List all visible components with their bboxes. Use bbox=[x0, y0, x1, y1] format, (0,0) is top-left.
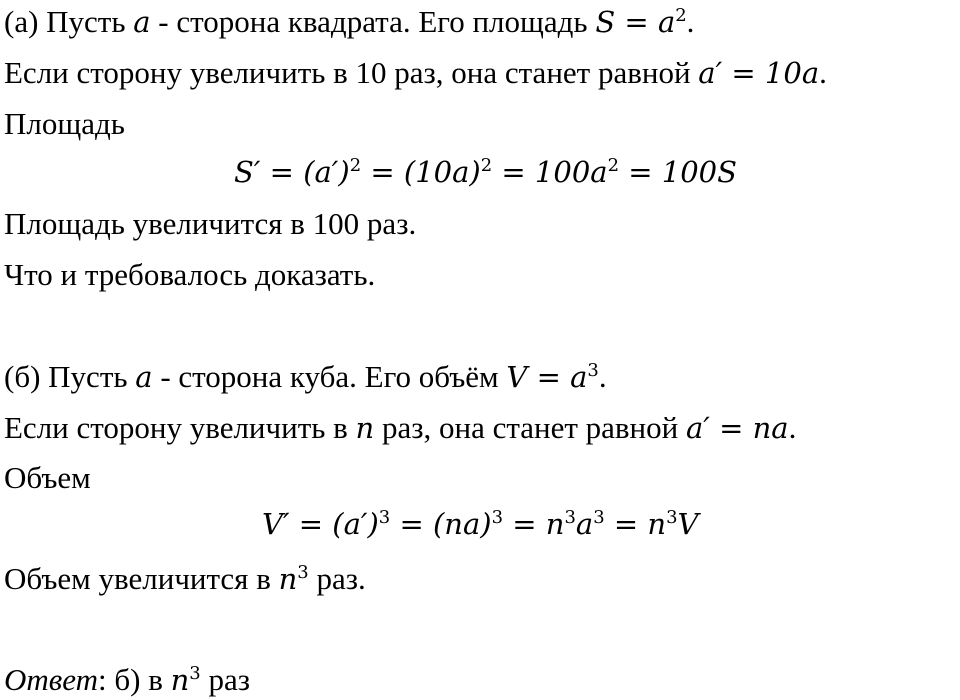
volume-derivation-formula: $V' = (a')^3 = (na)^3 = n^3a^3 = n^3V$ bbox=[262, 506, 699, 541]
condition-text: Если сторону увеличить в 10 раз, она станет равной bbox=[4, 55, 691, 90]
part-b-condition-line bbox=[4, 412, 796, 443]
answer-colon: : bbox=[97, 662, 107, 697]
answer-line bbox=[4, 664, 250, 695]
part-b-label: (б) bbox=[4, 359, 41, 394]
answer-word: Ответ bbox=[4, 662, 98, 697]
area-result-text: Площадь увеличится в 100 раз. bbox=[4, 206, 417, 241]
factor-n: n bbox=[355, 411, 375, 445]
part-a-condition-line bbox=[4, 57, 827, 88]
proved-text: Что и требовалось доказать. bbox=[4, 257, 376, 292]
volume-result-line bbox=[4, 563, 366, 594]
part-a-intro-line bbox=[4, 6, 694, 37]
volume-result-text-1: Объем увеличится в bbox=[4, 561, 271, 596]
answer-text-1: б) в bbox=[114, 662, 163, 697]
area-label: Площадь bbox=[4, 106, 125, 141]
part-b-intro-line bbox=[4, 361, 607, 392]
new-side-formula: a′ = na bbox=[686, 411, 789, 445]
intro-word: Пусть bbox=[48, 359, 128, 394]
period: . bbox=[686, 4, 695, 39]
period: . bbox=[788, 410, 797, 445]
period: . bbox=[819, 55, 827, 90]
area-formula: $S = a^2$ bbox=[595, 4, 687, 39]
volume-result-text-2: раз. bbox=[316, 561, 366, 596]
area-derivation-formula: $S' = (a')^2 = (10a)^2 = 100a^2 = 100S$ bbox=[234, 154, 737, 189]
new-side-formula: a′ = 10a bbox=[698, 56, 820, 90]
square-intro-text: - сторона квадрата. Его площадь bbox=[158, 4, 588, 39]
factor-n-cubed: $n^3$ bbox=[278, 561, 309, 596]
answer-n-cubed: $n^3$ bbox=[170, 662, 201, 697]
volume-label: Объем bbox=[4, 460, 91, 495]
volume-formula: $V = a^3$ bbox=[506, 359, 599, 394]
side-variable: a bbox=[133, 5, 151, 39]
cube-intro-text: - сторона куба. Его объём bbox=[160, 359, 499, 394]
side-variable: a bbox=[135, 360, 153, 394]
condition-text-2: раз, она станет равной bbox=[381, 410, 679, 445]
condition-text-1: Если сторону увеличить в bbox=[4, 410, 348, 445]
intro-word: Пусть bbox=[46, 4, 126, 39]
part-a-label: (а) bbox=[4, 4, 39, 39]
answer-text-2: раз bbox=[208, 662, 250, 697]
period: . bbox=[598, 359, 607, 394]
